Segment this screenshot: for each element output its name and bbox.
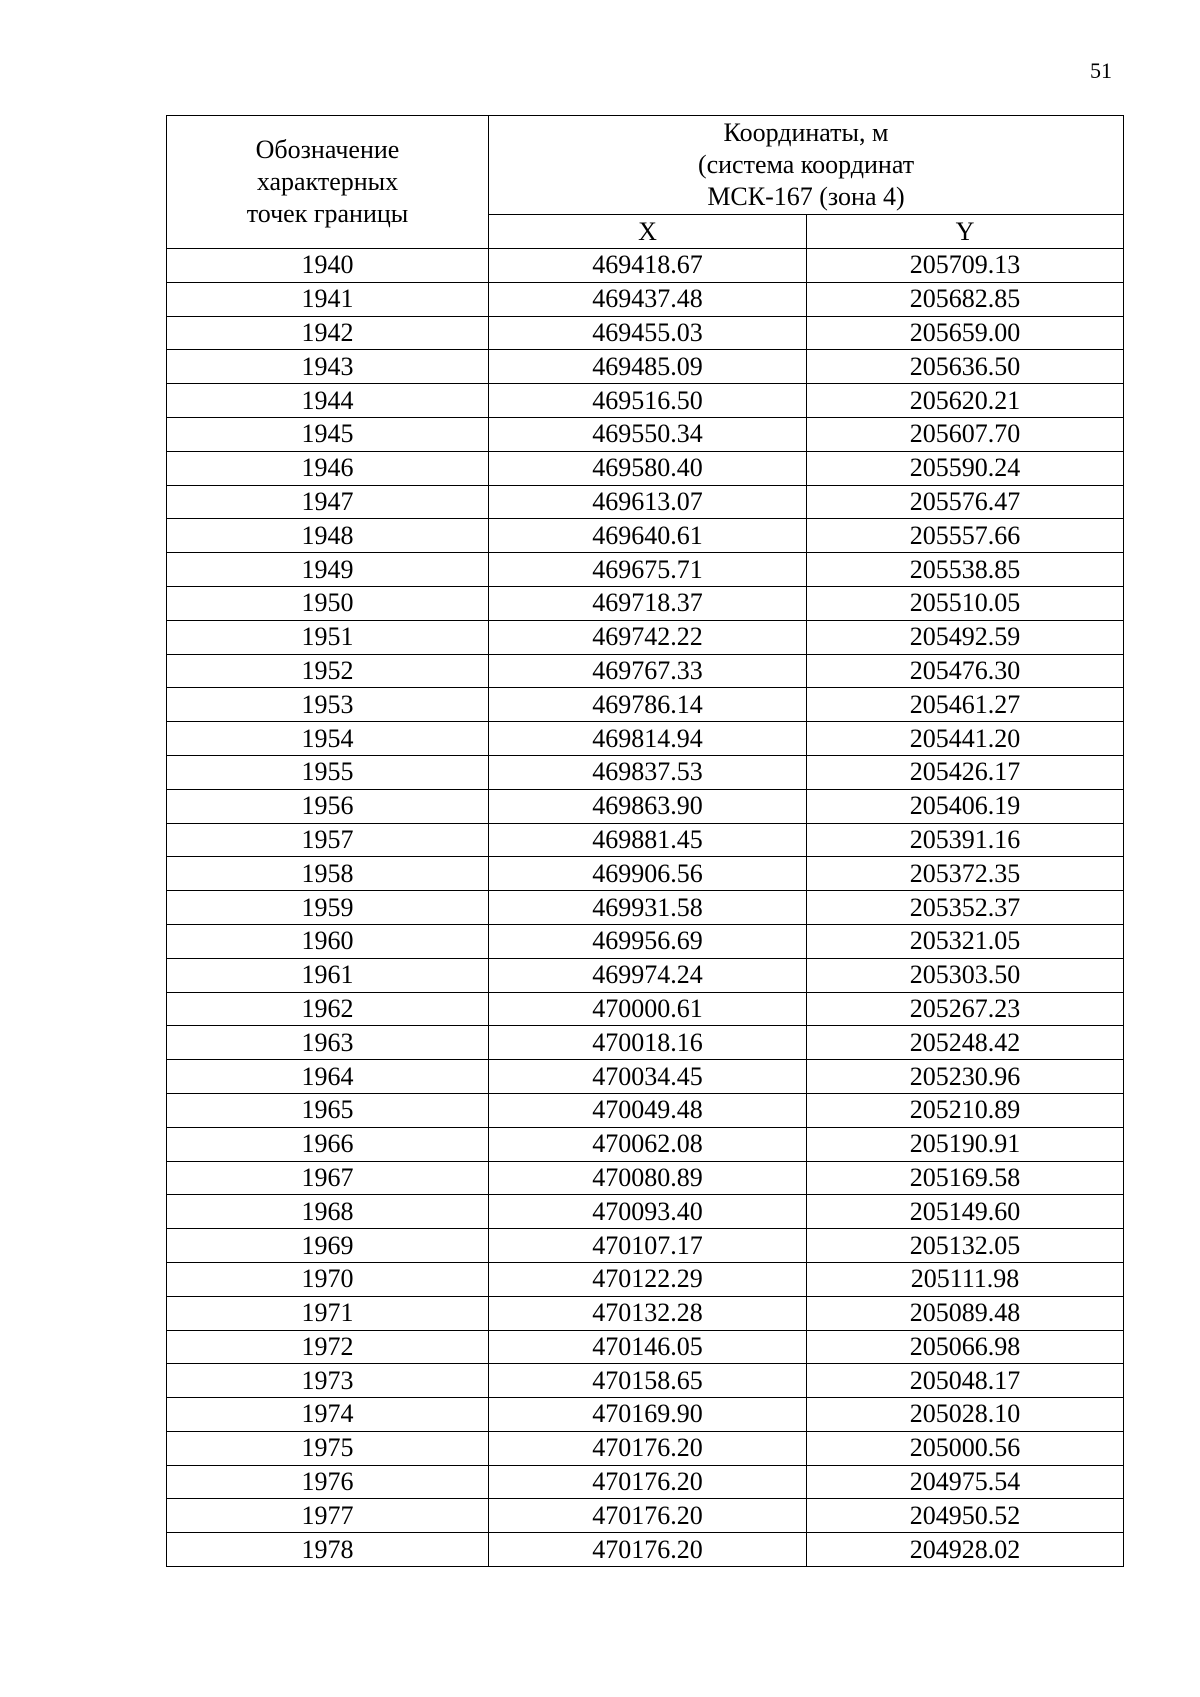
x-coordinate-cell: 469516.50 bbox=[489, 384, 807, 418]
table-row bbox=[167, 958, 1124, 992]
point-cell: 1942 bbox=[167, 316, 489, 350]
coords-header-line-3: МСК-167 (зона 4) bbox=[707, 182, 905, 211]
table-row bbox=[167, 519, 1124, 553]
x-coordinate-cell: 470049.48 bbox=[489, 1093, 807, 1127]
table-row bbox=[167, 1533, 1124, 1567]
table-row bbox=[167, 620, 1124, 654]
point-cell: 1964 bbox=[167, 1060, 489, 1094]
y-coordinate-cell: 205557.66 bbox=[807, 519, 1124, 553]
x-coordinate-cell: 470080.89 bbox=[489, 1161, 807, 1195]
y-coordinate-cell: 205190.91 bbox=[807, 1127, 1124, 1161]
point-cell: 1946 bbox=[167, 451, 489, 485]
y-coordinate-cell: 205066.98 bbox=[807, 1330, 1124, 1364]
point-cell: 1944 bbox=[167, 384, 489, 418]
y-coordinate-cell: 205089.48 bbox=[807, 1296, 1124, 1330]
table-row bbox=[167, 654, 1124, 688]
table-row bbox=[167, 1465, 1124, 1499]
point-cell: 1957 bbox=[167, 823, 489, 857]
point-cell: 1949 bbox=[167, 553, 489, 587]
y-coordinate-cell: 205476.30 bbox=[807, 654, 1124, 688]
x-coordinate-cell: 469418.67 bbox=[489, 249, 807, 283]
x-coordinate-cell: 470169.90 bbox=[489, 1398, 807, 1432]
y-coordinate-cell: 205230.96 bbox=[807, 1060, 1124, 1094]
x-coordinate-cell: 469718.37 bbox=[489, 586, 807, 620]
y-coordinate-cell: 205352.37 bbox=[807, 891, 1124, 925]
point-cell: 1972 bbox=[167, 1330, 489, 1364]
point-cell: 1970 bbox=[167, 1262, 489, 1296]
x-coordinate-cell: 469613.07 bbox=[489, 485, 807, 519]
point-cell: 1959 bbox=[167, 891, 489, 925]
y-column-header: Y bbox=[807, 215, 1124, 249]
point-cell: 1977 bbox=[167, 1499, 489, 1533]
point-cell: 1971 bbox=[167, 1296, 489, 1330]
x-coordinate-cell: 469786.14 bbox=[489, 688, 807, 722]
table-row bbox=[167, 1127, 1124, 1161]
table-row bbox=[167, 282, 1124, 316]
y-coordinate-cell: 205000.56 bbox=[807, 1431, 1124, 1465]
table-row bbox=[167, 586, 1124, 620]
point-cell: 1958 bbox=[167, 857, 489, 891]
x-coordinate-cell: 469974.24 bbox=[489, 958, 807, 992]
point-header-line-3: точек границы bbox=[246, 199, 409, 228]
y-coordinate-cell: 205028.10 bbox=[807, 1398, 1124, 1432]
page-number: 51 bbox=[1090, 58, 1112, 83]
point-cell: 1947 bbox=[167, 485, 489, 519]
point-cell: 1954 bbox=[167, 722, 489, 756]
x-coordinate-cell: 470034.45 bbox=[489, 1060, 807, 1094]
table-row bbox=[167, 992, 1124, 1026]
coordinates-header bbox=[489, 116, 1124, 215]
point-cell: 1953 bbox=[167, 688, 489, 722]
y-coordinate-cell: 204950.52 bbox=[807, 1499, 1124, 1533]
point-cell: 1966 bbox=[167, 1127, 489, 1161]
point-cell: 1961 bbox=[167, 958, 489, 992]
point-cell: 1943 bbox=[167, 350, 489, 384]
x-coordinate-cell: 470176.20 bbox=[489, 1499, 807, 1533]
y-coordinate-cell: 205620.21 bbox=[807, 384, 1124, 418]
y-coordinate-cell: 205538.85 bbox=[807, 553, 1124, 587]
table-row bbox=[167, 1060, 1124, 1094]
table-header bbox=[167, 116, 1124, 249]
point-cell: 1956 bbox=[167, 789, 489, 823]
table-row bbox=[167, 755, 1124, 789]
y-coordinate-cell: 204975.54 bbox=[807, 1465, 1124, 1499]
x-coordinate-cell: 469863.90 bbox=[489, 789, 807, 823]
y-coordinate-cell: 204928.02 bbox=[807, 1533, 1124, 1567]
x-coordinate-cell: 470093.40 bbox=[489, 1195, 807, 1229]
x-coordinate-cell: 469580.40 bbox=[489, 451, 807, 485]
table-row bbox=[167, 1093, 1124, 1127]
table-body bbox=[167, 249, 1124, 1567]
y-coordinate-cell: 205048.17 bbox=[807, 1364, 1124, 1398]
y-coordinate-cell: 205391.16 bbox=[807, 823, 1124, 857]
y-coordinate-cell: 205492.59 bbox=[807, 620, 1124, 654]
table-row bbox=[167, 823, 1124, 857]
table-row bbox=[167, 553, 1124, 587]
x-coordinate-cell: 470158.65 bbox=[489, 1364, 807, 1398]
x-coordinate-cell: 469742.22 bbox=[489, 620, 807, 654]
table-row bbox=[167, 789, 1124, 823]
x-coordinate-cell: 470000.61 bbox=[489, 992, 807, 1026]
y-coordinate-cell: 205149.60 bbox=[807, 1195, 1124, 1229]
table-row bbox=[167, 1229, 1124, 1263]
point-cell: 1945 bbox=[167, 417, 489, 451]
point-cell: 1955 bbox=[167, 755, 489, 789]
x-coordinate-cell: 469455.03 bbox=[489, 316, 807, 350]
y-coordinate-cell: 205659.00 bbox=[807, 316, 1124, 350]
table-row bbox=[167, 1195, 1124, 1229]
point-cell: 1951 bbox=[167, 620, 489, 654]
table-row bbox=[167, 1161, 1124, 1195]
y-coordinate-cell: 205267.23 bbox=[807, 992, 1124, 1026]
x-coordinate-cell: 469675.71 bbox=[489, 553, 807, 587]
coordinates-table bbox=[166, 115, 1124, 1567]
point-cell: 1975 bbox=[167, 1431, 489, 1465]
y-coordinate-cell: 205682.85 bbox=[807, 282, 1124, 316]
y-coordinate-cell: 205406.19 bbox=[807, 789, 1124, 823]
point-cell: 1950 bbox=[167, 586, 489, 620]
x-coordinate-cell: 470176.20 bbox=[489, 1533, 807, 1567]
x-coordinate-cell: 470062.08 bbox=[489, 1127, 807, 1161]
x-coordinate-cell: 470122.29 bbox=[489, 1262, 807, 1296]
y-coordinate-cell: 205169.58 bbox=[807, 1161, 1124, 1195]
table-row bbox=[167, 1499, 1124, 1533]
table-row bbox=[167, 417, 1124, 451]
point-cell: 1948 bbox=[167, 519, 489, 553]
table-row bbox=[167, 485, 1124, 519]
table-row bbox=[167, 316, 1124, 350]
table-row bbox=[167, 384, 1124, 418]
table-row bbox=[167, 1431, 1124, 1465]
x-coordinate-cell: 469881.45 bbox=[489, 823, 807, 857]
point-cell: 1967 bbox=[167, 1161, 489, 1195]
x-coordinate-cell: 469956.69 bbox=[489, 924, 807, 958]
table-row bbox=[167, 688, 1124, 722]
y-coordinate-cell: 205303.50 bbox=[807, 958, 1124, 992]
point-cell: 1952 bbox=[167, 654, 489, 688]
point-cell: 1962 bbox=[167, 992, 489, 1026]
x-coordinate-cell: 470132.28 bbox=[489, 1296, 807, 1330]
x-coordinate-cell: 469906.56 bbox=[489, 857, 807, 891]
x-coordinate-cell: 470176.20 bbox=[489, 1431, 807, 1465]
x-coordinate-cell: 469767.33 bbox=[489, 654, 807, 688]
point-cell: 1968 bbox=[167, 1195, 489, 1229]
table-row bbox=[167, 722, 1124, 756]
table-row bbox=[167, 1364, 1124, 1398]
x-coordinate-cell: 469814.94 bbox=[489, 722, 807, 756]
y-coordinate-cell: 205111.98 bbox=[807, 1262, 1124, 1296]
x-coordinate-cell: 470107.17 bbox=[489, 1229, 807, 1263]
point-header-line-1: Обозначение bbox=[255, 135, 400, 164]
y-coordinate-cell: 205590.24 bbox=[807, 451, 1124, 485]
point-cell: 1974 bbox=[167, 1398, 489, 1432]
x-coordinate-cell: 469485.09 bbox=[489, 350, 807, 384]
y-coordinate-cell: 205248.42 bbox=[807, 1026, 1124, 1060]
x-coordinate-cell: 469437.48 bbox=[489, 282, 807, 316]
y-coordinate-cell: 205636.50 bbox=[807, 350, 1124, 384]
point-header-line-2: характерных bbox=[256, 167, 399, 196]
point-designation-header bbox=[167, 116, 489, 249]
table-row bbox=[167, 249, 1124, 283]
table-row bbox=[167, 1262, 1124, 1296]
point-cell: 1960 bbox=[167, 924, 489, 958]
y-coordinate-cell: 205607.70 bbox=[807, 417, 1124, 451]
table-row bbox=[167, 924, 1124, 958]
point-cell: 1940 bbox=[167, 249, 489, 283]
point-cell: 1963 bbox=[167, 1026, 489, 1060]
coords-header-line-2: (система координат bbox=[697, 150, 915, 179]
point-cell: 1973 bbox=[167, 1364, 489, 1398]
y-coordinate-cell: 205372.35 bbox=[807, 857, 1124, 891]
y-coordinate-cell: 205321.05 bbox=[807, 924, 1124, 958]
y-coordinate-cell: 205576.47 bbox=[807, 485, 1124, 519]
y-coordinate-cell: 205510.05 bbox=[807, 586, 1124, 620]
coords-header-line-1: Координаты, м bbox=[723, 118, 889, 147]
y-coordinate-cell: 205709.13 bbox=[807, 249, 1124, 283]
x-coordinate-cell: 470018.16 bbox=[489, 1026, 807, 1060]
point-cell: 1976 bbox=[167, 1465, 489, 1499]
x-coordinate-cell: 469837.53 bbox=[489, 755, 807, 789]
table-row bbox=[167, 1296, 1124, 1330]
point-cell: 1978 bbox=[167, 1533, 489, 1567]
point-cell: 1965 bbox=[167, 1093, 489, 1127]
x-coordinate-cell: 470146.05 bbox=[489, 1330, 807, 1364]
table-row bbox=[167, 891, 1124, 925]
table-row bbox=[167, 1398, 1124, 1432]
x-coordinate-cell: 469640.61 bbox=[489, 519, 807, 553]
x-column-header: X bbox=[489, 215, 807, 249]
table-row bbox=[167, 451, 1124, 485]
y-coordinate-cell: 205210.89 bbox=[807, 1093, 1124, 1127]
x-coordinate-cell: 469931.58 bbox=[489, 891, 807, 925]
point-cell: 1941 bbox=[167, 282, 489, 316]
point-cell: 1969 bbox=[167, 1229, 489, 1263]
y-coordinate-cell: 205132.05 bbox=[807, 1229, 1124, 1263]
x-coordinate-cell: 470176.20 bbox=[489, 1465, 807, 1499]
table-row bbox=[167, 1330, 1124, 1364]
y-coordinate-cell: 205461.27 bbox=[807, 688, 1124, 722]
y-coordinate-cell: 205426.17 bbox=[807, 755, 1124, 789]
x-coordinate-cell: 469550.34 bbox=[489, 417, 807, 451]
table-row bbox=[167, 1026, 1124, 1060]
table-row bbox=[167, 857, 1124, 891]
y-coordinate-cell: 205441.20 bbox=[807, 722, 1124, 756]
table-row bbox=[167, 350, 1124, 384]
